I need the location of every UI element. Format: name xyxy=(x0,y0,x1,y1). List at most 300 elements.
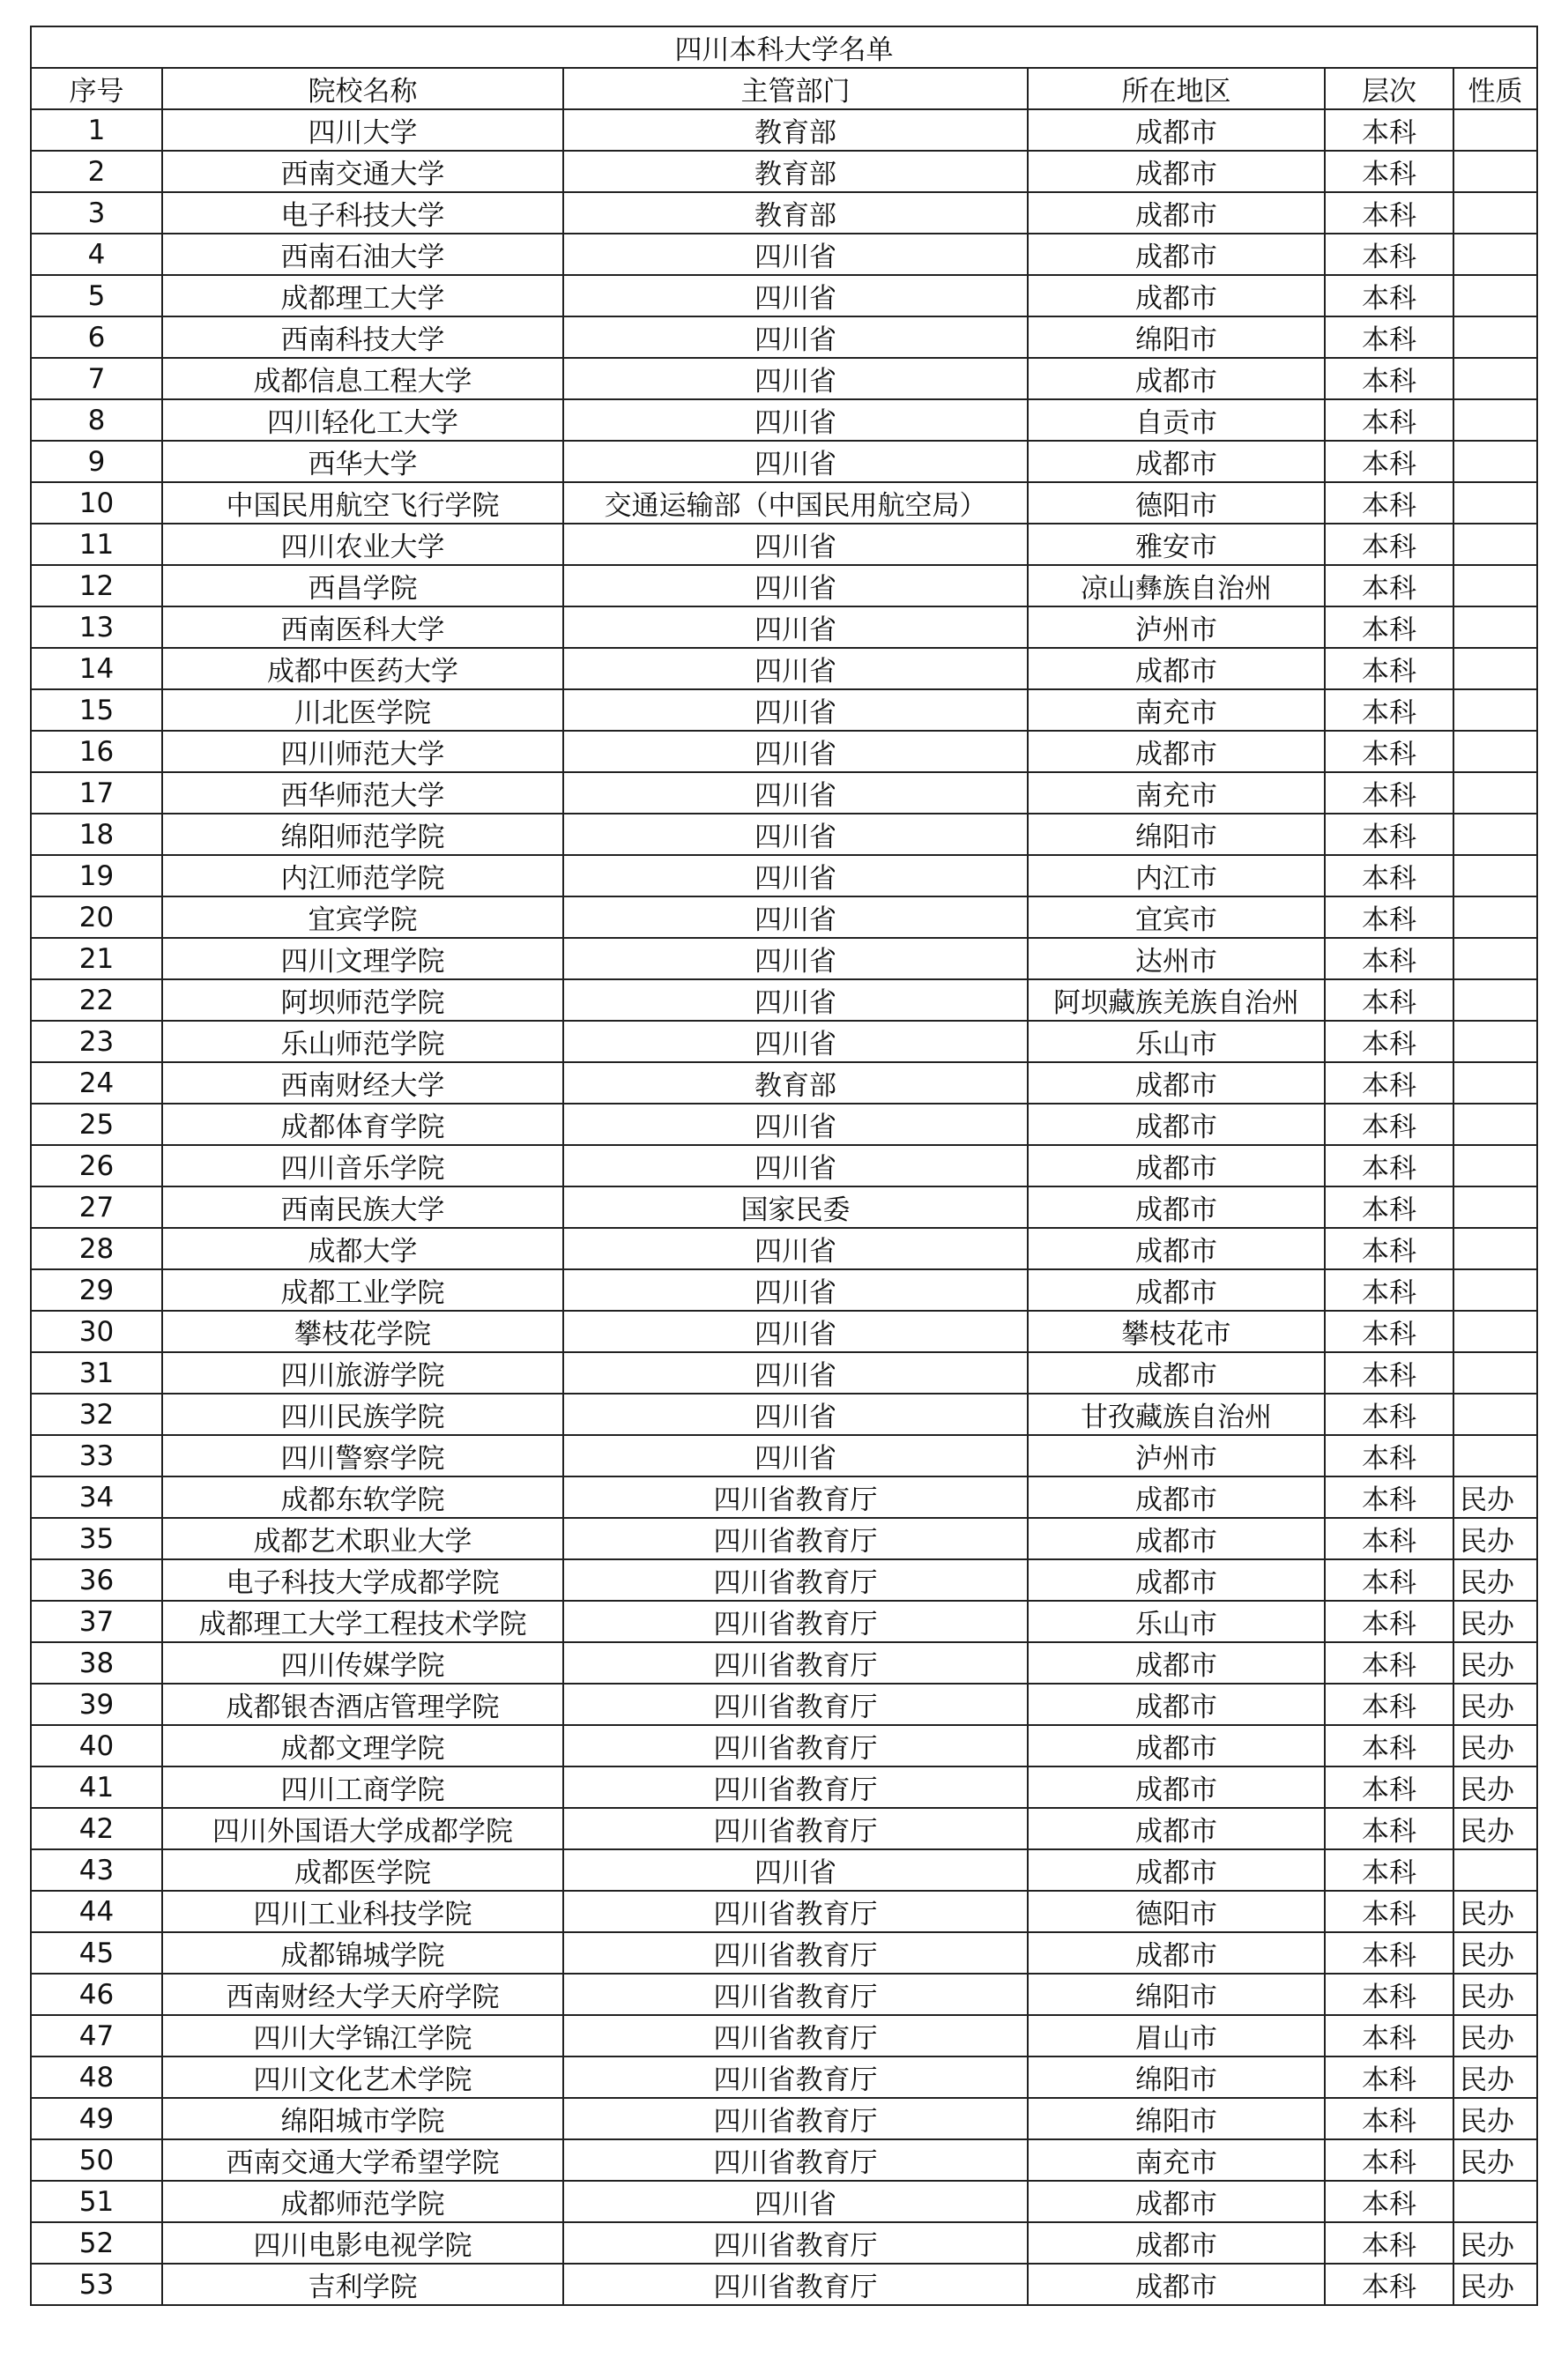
cell-school-name: 阿坝师范学院 xyxy=(162,979,563,1021)
header-row xyxy=(31,68,1537,109)
cell-level: 本科 xyxy=(1325,524,1453,565)
cell-school-name: 西南医科大学 xyxy=(162,606,563,648)
cell-region: 眉山市 xyxy=(1028,2015,1325,2056)
cell-nature: 民办 xyxy=(1453,1642,1537,1684)
cell-index: 35 xyxy=(31,1518,162,1559)
cell-department: 四川省 xyxy=(563,896,1028,938)
cell-school-name: 西南民族大学 xyxy=(162,1186,563,1228)
cell-index: 41 xyxy=(31,1766,162,1808)
header-region: 所在地区 xyxy=(1028,68,1325,109)
cell-nature xyxy=(1453,1104,1537,1145)
cell-region: 自贡市 xyxy=(1028,399,1325,441)
cell-department: 四川省 xyxy=(563,1104,1028,1145)
cell-level: 本科 xyxy=(1325,1725,1453,1766)
cell-region: 绵阳市 xyxy=(1028,2056,1325,2098)
cell-school-name: 中国民用航空飞行学院 xyxy=(162,482,563,524)
table-row xyxy=(31,482,1537,524)
cell-index: 50 xyxy=(31,2139,162,2181)
table-row xyxy=(31,1891,1537,1932)
cell-department: 四川省 xyxy=(563,648,1028,689)
cell-school-name: 四川农业大学 xyxy=(162,524,563,565)
table-row xyxy=(31,275,1537,316)
table-row xyxy=(31,1104,1537,1145)
table-row xyxy=(31,1849,1537,1891)
cell-region: 德阳市 xyxy=(1028,1891,1325,1932)
cell-region: 成都市 xyxy=(1028,1518,1325,1559)
cell-index: 10 xyxy=(31,482,162,524)
cell-school-name: 成都大学 xyxy=(162,1228,563,1269)
table-row xyxy=(31,731,1537,772)
table-row xyxy=(31,896,1537,938)
cell-nature xyxy=(1453,1311,1537,1352)
cell-nature xyxy=(1453,1352,1537,1394)
cell-region: 成都市 xyxy=(1028,358,1325,399)
cell-nature xyxy=(1453,731,1537,772)
cell-region: 乐山市 xyxy=(1028,1601,1325,1642)
table-row xyxy=(31,1559,1537,1601)
cell-region: 南充市 xyxy=(1028,2139,1325,2181)
cell-department: 四川省教育厅 xyxy=(563,1974,1028,2015)
cell-nature: 民办 xyxy=(1453,1518,1537,1559)
cell-level: 本科 xyxy=(1325,1021,1453,1062)
cell-department: 四川省 xyxy=(563,606,1028,648)
cell-index: 26 xyxy=(31,1145,162,1186)
table-row xyxy=(31,979,1537,1021)
cell-region: 成都市 xyxy=(1028,1104,1325,1145)
cell-region: 南充市 xyxy=(1028,689,1325,731)
cell-nature xyxy=(1453,1269,1537,1311)
table-row xyxy=(31,1435,1537,1476)
cell-region: 成都市 xyxy=(1028,192,1325,234)
cell-level: 本科 xyxy=(1325,1145,1453,1186)
cell-school-name: 川北医学院 xyxy=(162,689,563,731)
cell-school-name: 成都中医药大学 xyxy=(162,648,563,689)
cell-index: 53 xyxy=(31,2264,162,2305)
cell-level: 本科 xyxy=(1325,896,1453,938)
cell-region: 绵阳市 xyxy=(1028,2098,1325,2139)
cell-index: 52 xyxy=(31,2222,162,2264)
cell-nature: 民办 xyxy=(1453,2264,1537,2305)
cell-department: 四川省 xyxy=(563,1021,1028,1062)
cell-index: 12 xyxy=(31,565,162,606)
cell-index: 16 xyxy=(31,731,162,772)
cell-nature xyxy=(1453,1849,1537,1891)
cell-index: 38 xyxy=(31,1642,162,1684)
cell-index: 5 xyxy=(31,275,162,316)
cell-index: 36 xyxy=(31,1559,162,1601)
cell-nature: 民办 xyxy=(1453,2098,1537,2139)
cell-nature xyxy=(1453,1145,1537,1186)
cell-nature: 民办 xyxy=(1453,1684,1537,1725)
table-row xyxy=(31,606,1537,648)
cell-school-name: 四川旅游学院 xyxy=(162,1352,563,1394)
table-row xyxy=(31,316,1537,358)
cell-index: 24 xyxy=(31,1062,162,1104)
cell-index: 28 xyxy=(31,1228,162,1269)
cell-index: 15 xyxy=(31,689,162,731)
cell-index: 4 xyxy=(31,234,162,275)
cell-school-name: 电子科技大学 xyxy=(162,192,563,234)
cell-school-name: 吉利学院 xyxy=(162,2264,563,2305)
cell-level: 本科 xyxy=(1325,731,1453,772)
table-row xyxy=(31,1352,1537,1394)
cell-region: 成都市 xyxy=(1028,731,1325,772)
cell-level: 本科 xyxy=(1325,1186,1453,1228)
cell-department: 四川省 xyxy=(563,316,1028,358)
cell-level: 本科 xyxy=(1325,814,1453,855)
cell-level: 本科 xyxy=(1325,1601,1453,1642)
table-row xyxy=(31,151,1537,192)
cell-index: 42 xyxy=(31,1808,162,1849)
cell-nature xyxy=(1453,648,1537,689)
cell-school-name: 电子科技大学成都学院 xyxy=(162,1559,563,1601)
table-row xyxy=(31,1808,1537,1849)
cell-department: 四川省教育厅 xyxy=(563,1601,1028,1642)
cell-department: 四川省 xyxy=(563,1145,1028,1186)
table-row xyxy=(31,2015,1537,2056)
table-row xyxy=(31,689,1537,731)
cell-index: 49 xyxy=(31,2098,162,2139)
cell-region: 成都市 xyxy=(1028,1228,1325,1269)
cell-school-name: 四川电影电视学院 xyxy=(162,2222,563,2264)
cell-index: 19 xyxy=(31,855,162,896)
cell-nature: 民办 xyxy=(1453,1932,1537,1974)
cell-school-name: 四川大学 xyxy=(162,109,563,151)
cell-level: 本科 xyxy=(1325,151,1453,192)
cell-school-name: 四川音乐学院 xyxy=(162,1145,563,1186)
table-row xyxy=(31,358,1537,399)
cell-school-name: 乐山师范学院 xyxy=(162,1021,563,1062)
cell-department: 四川省 xyxy=(563,524,1028,565)
cell-school-name: 绵阳师范学院 xyxy=(162,814,563,855)
cell-department: 四川省教育厅 xyxy=(563,1684,1028,1725)
cell-department: 四川省 xyxy=(563,2181,1028,2222)
cell-school-name: 四川工业科技学院 xyxy=(162,1891,563,1932)
cell-nature: 民办 xyxy=(1453,1974,1537,2015)
cell-department: 四川省 xyxy=(563,689,1028,731)
cell-nature: 民办 xyxy=(1453,2015,1537,2056)
cell-level: 本科 xyxy=(1325,2222,1453,2264)
cell-level: 本科 xyxy=(1325,1435,1453,1476)
cell-index: 17 xyxy=(31,772,162,814)
cell-department: 四川省 xyxy=(563,1269,1028,1311)
table-row xyxy=(31,1394,1537,1435)
cell-level: 本科 xyxy=(1325,855,1453,896)
cell-region: 内江市 xyxy=(1028,855,1325,896)
cell-school-name: 西昌学院 xyxy=(162,565,563,606)
table-row xyxy=(31,1601,1537,1642)
cell-department: 四川省教育厅 xyxy=(563,1518,1028,1559)
cell-school-name: 四川文理学院 xyxy=(162,938,563,979)
cell-department: 四川省 xyxy=(563,855,1028,896)
cell-school-name: 四川轻化工大学 xyxy=(162,399,563,441)
cell-nature xyxy=(1453,399,1537,441)
cell-region: 攀枝花市 xyxy=(1028,1311,1325,1352)
cell-department: 四川省教育厅 xyxy=(563,1891,1028,1932)
table-row xyxy=(31,2264,1537,2305)
cell-school-name: 成都理工大学 xyxy=(162,275,563,316)
cell-region: 成都市 xyxy=(1028,441,1325,482)
cell-nature: 民办 xyxy=(1453,2056,1537,2098)
cell-region: 绵阳市 xyxy=(1028,814,1325,855)
cell-department: 四川省教育厅 xyxy=(563,1932,1028,1974)
cell-department: 四川省 xyxy=(563,979,1028,1021)
cell-department: 四川省 xyxy=(563,358,1028,399)
cell-department: 四川省教育厅 xyxy=(563,1725,1028,1766)
cell-school-name: 成都信息工程大学 xyxy=(162,358,563,399)
cell-region: 成都市 xyxy=(1028,1145,1325,1186)
cell-level: 本科 xyxy=(1325,1766,1453,1808)
cell-region: 成都市 xyxy=(1028,2181,1325,2222)
cell-index: 9 xyxy=(31,441,162,482)
cell-nature xyxy=(1453,234,1537,275)
cell-region: 成都市 xyxy=(1028,1352,1325,1394)
cell-school-name: 成都银杏酒店管理学院 xyxy=(162,1684,563,1725)
cell-level: 本科 xyxy=(1325,772,1453,814)
cell-nature: 民办 xyxy=(1453,1476,1537,1518)
cell-department: 四川省教育厅 xyxy=(563,2056,1028,2098)
cell-index: 27 xyxy=(31,1186,162,1228)
cell-region: 成都市 xyxy=(1028,2264,1325,2305)
cell-index: 31 xyxy=(31,1352,162,1394)
title-row xyxy=(31,26,1537,68)
cell-region: 成都市 xyxy=(1028,1186,1325,1228)
cell-school-name: 四川外国语大学成都学院 xyxy=(162,1808,563,1849)
cell-department: 四川省 xyxy=(563,1311,1028,1352)
table-row xyxy=(31,2056,1537,2098)
table-row xyxy=(31,109,1537,151)
table-title: 四川本科大学名单 xyxy=(31,26,1537,68)
cell-level: 本科 xyxy=(1325,192,1453,234)
header-school-name: 院校名称 xyxy=(162,68,563,109)
cell-level: 本科 xyxy=(1325,1062,1453,1104)
cell-region: 达州市 xyxy=(1028,938,1325,979)
cell-level: 本科 xyxy=(1325,1104,1453,1145)
cell-nature: 民办 xyxy=(1453,1891,1537,1932)
cell-index: 30 xyxy=(31,1311,162,1352)
cell-department: 四川省教育厅 xyxy=(563,2098,1028,2139)
cell-department: 四川省教育厅 xyxy=(563,2015,1028,2056)
table-row xyxy=(31,399,1537,441)
cell-index: 22 xyxy=(31,979,162,1021)
table-row xyxy=(31,1476,1537,1518)
cell-department: 四川省 xyxy=(563,441,1028,482)
table-row xyxy=(31,855,1537,896)
cell-school-name: 成都文理学院 xyxy=(162,1725,563,1766)
cell-department: 四川省 xyxy=(563,1435,1028,1476)
table-row xyxy=(31,234,1537,275)
cell-school-name: 内江师范学院 xyxy=(162,855,563,896)
cell-school-name: 西华师范大学 xyxy=(162,772,563,814)
cell-region: 成都市 xyxy=(1028,275,1325,316)
cell-level: 本科 xyxy=(1325,1808,1453,1849)
cell-department: 四川省教育厅 xyxy=(563,1808,1028,1849)
cell-region: 凉山彝族自治州 xyxy=(1028,565,1325,606)
cell-level: 本科 xyxy=(1325,2264,1453,2305)
cell-level: 本科 xyxy=(1325,441,1453,482)
cell-level: 本科 xyxy=(1325,938,1453,979)
cell-region: 绵阳市 xyxy=(1028,316,1325,358)
table-row xyxy=(31,938,1537,979)
cell-nature xyxy=(1453,109,1537,151)
cell-school-name: 西南石油大学 xyxy=(162,234,563,275)
cell-nature xyxy=(1453,1021,1537,1062)
cell-index: 23 xyxy=(31,1021,162,1062)
cell-index: 47 xyxy=(31,2015,162,2056)
cell-region: 宜宾市 xyxy=(1028,896,1325,938)
cell-school-name: 成都理工大学工程技术学院 xyxy=(162,1601,563,1642)
cell-level: 本科 xyxy=(1325,1932,1453,1974)
cell-nature xyxy=(1453,524,1537,565)
cell-level: 本科 xyxy=(1325,1352,1453,1394)
cell-nature xyxy=(1453,565,1537,606)
cell-level: 本科 xyxy=(1325,2181,1453,2222)
cell-school-name: 四川大学锦江学院 xyxy=(162,2015,563,2056)
cell-nature xyxy=(1453,441,1537,482)
cell-nature xyxy=(1453,482,1537,524)
table-row xyxy=(31,814,1537,855)
cell-index: 25 xyxy=(31,1104,162,1145)
cell-index: 48 xyxy=(31,2056,162,2098)
cell-nature xyxy=(1453,2181,1537,2222)
cell-region: 成都市 xyxy=(1028,1642,1325,1684)
cell-region: 成都市 xyxy=(1028,234,1325,275)
cell-department: 交通运输部（中国民用航空局） xyxy=(563,482,1028,524)
cell-nature xyxy=(1453,1186,1537,1228)
cell-index: 32 xyxy=(31,1394,162,1435)
cell-level: 本科 xyxy=(1325,2098,1453,2139)
cell-index: 2 xyxy=(31,151,162,192)
cell-region: 成都市 xyxy=(1028,1269,1325,1311)
cell-level: 本科 xyxy=(1325,1311,1453,1352)
cell-department: 四川省教育厅 xyxy=(563,2222,1028,2264)
cell-index: 45 xyxy=(31,1932,162,1974)
cell-level: 本科 xyxy=(1325,565,1453,606)
cell-index: 44 xyxy=(31,1891,162,1932)
cell-department: 四川省教育厅 xyxy=(563,1642,1028,1684)
cell-level: 本科 xyxy=(1325,1891,1453,1932)
cell-level: 本科 xyxy=(1325,316,1453,358)
cell-level: 本科 xyxy=(1325,234,1453,275)
cell-level: 本科 xyxy=(1325,1476,1453,1518)
cell-department: 教育部 xyxy=(563,109,1028,151)
cell-level: 本科 xyxy=(1325,275,1453,316)
cell-level: 本科 xyxy=(1325,648,1453,689)
cell-index: 39 xyxy=(31,1684,162,1725)
cell-region: 南充市 xyxy=(1028,772,1325,814)
cell-department: 四川省 xyxy=(563,938,1028,979)
cell-region: 成都市 xyxy=(1028,1559,1325,1601)
cell-level: 本科 xyxy=(1325,1228,1453,1269)
cell-nature: 民办 xyxy=(1453,1808,1537,1849)
cell-region: 成都市 xyxy=(1028,151,1325,192)
cell-nature: 民办 xyxy=(1453,1725,1537,1766)
cell-nature xyxy=(1453,1435,1537,1476)
cell-school-name: 西南科技大学 xyxy=(162,316,563,358)
cell-school-name: 成都艺术职业大学 xyxy=(162,1518,563,1559)
header-department: 主管部门 xyxy=(563,68,1028,109)
cell-department: 四川省 xyxy=(563,234,1028,275)
cell-level: 本科 xyxy=(1325,482,1453,524)
table-row xyxy=(31,1311,1537,1352)
table-row xyxy=(31,648,1537,689)
cell-level: 本科 xyxy=(1325,606,1453,648)
cell-region: 绵阳市 xyxy=(1028,1974,1325,2015)
cell-index: 8 xyxy=(31,399,162,441)
cell-level: 本科 xyxy=(1325,1269,1453,1311)
cell-level: 本科 xyxy=(1325,358,1453,399)
cell-index: 46 xyxy=(31,1974,162,2015)
table-row xyxy=(31,2222,1537,2264)
cell-region: 成都市 xyxy=(1028,1684,1325,1725)
cell-school-name: 成都医学院 xyxy=(162,1849,563,1891)
cell-department: 四川省 xyxy=(563,275,1028,316)
cell-index: 7 xyxy=(31,358,162,399)
cell-index: 20 xyxy=(31,896,162,938)
cell-index: 34 xyxy=(31,1476,162,1518)
cell-school-name: 绵阳城市学院 xyxy=(162,2098,563,2139)
table-row xyxy=(31,772,1537,814)
university-table xyxy=(30,26,1538,2306)
cell-nature xyxy=(1453,814,1537,855)
cell-level: 本科 xyxy=(1325,2015,1453,2056)
table-row xyxy=(31,441,1537,482)
cell-department: 四川省教育厅 xyxy=(563,2139,1028,2181)
table-row xyxy=(31,2098,1537,2139)
cell-region: 成都市 xyxy=(1028,1766,1325,1808)
table-row xyxy=(31,524,1537,565)
cell-department: 四川省 xyxy=(563,731,1028,772)
cell-index: 13 xyxy=(31,606,162,648)
cell-index: 40 xyxy=(31,1725,162,1766)
table-row xyxy=(31,1145,1537,1186)
cell-department: 四川省 xyxy=(563,1228,1028,1269)
cell-school-name: 西南财经大学 xyxy=(162,1062,563,1104)
cell-region: 成都市 xyxy=(1028,1849,1325,1891)
cell-department: 四川省 xyxy=(563,1394,1028,1435)
cell-school-name: 成都锦城学院 xyxy=(162,1932,563,1974)
cell-department: 四川省教育厅 xyxy=(563,2264,1028,2305)
cell-index: 6 xyxy=(31,316,162,358)
cell-nature: 民办 xyxy=(1453,1766,1537,1808)
cell-nature xyxy=(1453,1228,1537,1269)
cell-region: 成都市 xyxy=(1028,648,1325,689)
cell-region: 阿坝藏族羌族自治州 xyxy=(1028,979,1325,1021)
cell-department: 教育部 xyxy=(563,192,1028,234)
cell-region: 雅安市 xyxy=(1028,524,1325,565)
cell-region: 成都市 xyxy=(1028,1808,1325,1849)
cell-school-name: 成都师范学院 xyxy=(162,2181,563,2222)
cell-level: 本科 xyxy=(1325,1684,1453,1725)
cell-nature xyxy=(1453,855,1537,896)
cell-school-name: 四川工商学院 xyxy=(162,1766,563,1808)
cell-nature xyxy=(1453,1394,1537,1435)
cell-school-name: 西南交通大学 xyxy=(162,151,563,192)
cell-index: 18 xyxy=(31,814,162,855)
cell-school-name: 攀枝花学院 xyxy=(162,1311,563,1352)
cell-level: 本科 xyxy=(1325,1642,1453,1684)
cell-nature xyxy=(1453,772,1537,814)
cell-nature xyxy=(1453,689,1537,731)
cell-school-name: 四川民族学院 xyxy=(162,1394,563,1435)
cell-level: 本科 xyxy=(1325,1394,1453,1435)
cell-department: 四川省教育厅 xyxy=(563,1476,1028,1518)
cell-index: 51 xyxy=(31,2181,162,2222)
cell-nature xyxy=(1453,979,1537,1021)
table-row xyxy=(31,1518,1537,1559)
table-row xyxy=(31,2181,1537,2222)
cell-department: 四川省 xyxy=(563,565,1028,606)
